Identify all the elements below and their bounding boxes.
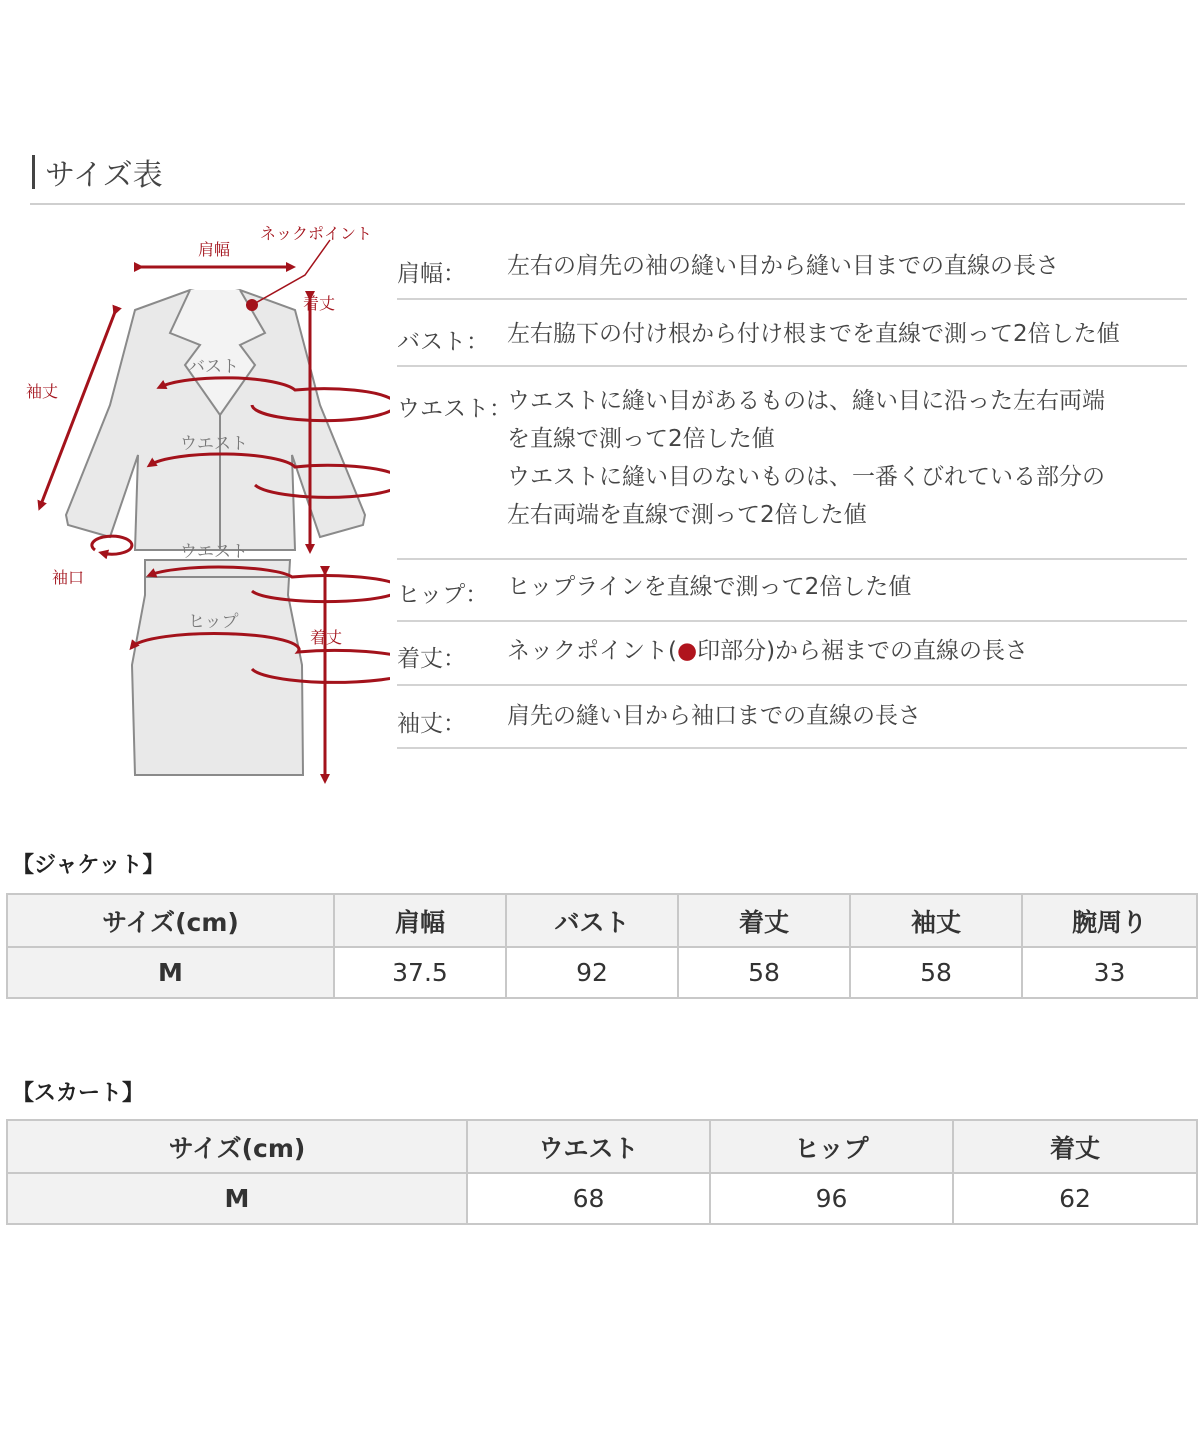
definition-line: ウエストに縫い目があるものは、縫い目に沿った左右両端 xyxy=(507,388,1105,414)
table-header-row xyxy=(7,1120,1197,1173)
table-header-cell: 肩幅 xyxy=(334,894,506,947)
definition-term: ヒップ： xyxy=(397,582,489,608)
table-header-cell: 着丈 xyxy=(678,894,850,947)
divider xyxy=(397,298,1187,300)
table-cell: 58 xyxy=(850,947,1022,998)
jacket-heading: 【ジャケット】 xyxy=(12,853,165,878)
label-hip: ヒップ xyxy=(188,612,239,632)
table-cell: 37.5 xyxy=(334,947,506,998)
table-header-cell: 着丈 xyxy=(953,1120,1197,1173)
divider xyxy=(397,747,1187,749)
table-header-cell: サイズ(cm) xyxy=(7,894,334,947)
definition-text xyxy=(507,382,1105,534)
table-header-cell: サイズ(cm) xyxy=(7,1120,467,1173)
definition-term: バスト： xyxy=(397,329,489,355)
definition-text: 左右脇下の付け根から付け根までを直線で測って2倍した値 xyxy=(507,321,1120,347)
table-cell: 62 xyxy=(953,1173,1197,1224)
definition-term: ウエスト： xyxy=(397,396,512,422)
table-header-cell: ウエスト xyxy=(467,1120,710,1173)
table-header-cell: 腕周り xyxy=(1022,894,1197,947)
label-waist-skirt: ウエスト xyxy=(180,542,248,562)
title-divider xyxy=(30,203,1185,205)
label-jacket-length: 着丈 xyxy=(303,294,336,313)
table-header-cell: バスト xyxy=(506,894,678,947)
label-skirt-length: 着丈 xyxy=(310,628,343,647)
page-title-text: サイズ表 xyxy=(45,158,163,193)
label-neck-point: ネックポイント xyxy=(260,224,373,243)
table-cell-size: M xyxy=(7,947,334,998)
divider xyxy=(397,684,1187,686)
definition-term: 肩幅： xyxy=(397,261,466,287)
definition-text-post: 印部分)から裾までの直線の長さ xyxy=(697,638,1029,664)
label-bust: バスト xyxy=(188,357,239,377)
skirt-heading: 【スカート】 xyxy=(12,1081,145,1106)
table-cell: 68 xyxy=(467,1173,710,1224)
table-cell: 92 xyxy=(506,947,678,998)
jacket-size-table xyxy=(6,893,1198,999)
skirt-shape xyxy=(132,560,303,775)
definition-term: 袖丈： xyxy=(397,711,466,737)
definition-line: ウエストに縫い目のないものは、一番くびれている部分の xyxy=(507,464,1105,490)
table-header-cell: 袖丈 xyxy=(850,894,1022,947)
title-bar xyxy=(32,155,35,189)
table-header-row xyxy=(7,894,1197,947)
definition-text: 左右の肩先の袖の縫い目から縫い目までの直線の長さ xyxy=(507,253,1059,279)
table-cell: 33 xyxy=(1022,947,1197,998)
garment-illustration xyxy=(20,215,390,790)
definition-text-pre: ネックポイント( xyxy=(507,638,677,664)
page-title xyxy=(32,150,163,194)
label-sleeve: 袖丈 xyxy=(26,382,59,401)
divider xyxy=(397,365,1187,367)
cuff-ellipse xyxy=(92,536,132,554)
label-waist-jacket: ウエスト xyxy=(180,434,248,454)
definition-text xyxy=(507,632,1028,670)
table-cell: 58 xyxy=(678,947,850,998)
definition-term: 着丈： xyxy=(397,646,466,672)
divider xyxy=(397,558,1187,560)
neck-point-dot-icon: ● xyxy=(676,638,698,664)
definition-text: ヒップラインを直線で測って2倍した値 xyxy=(507,574,912,600)
label-shoulder: 肩幅 xyxy=(198,240,231,259)
label-cuff: 袖口 xyxy=(52,568,85,587)
definition-text: 肩先の縫い目から袖口までの直線の長さ xyxy=(507,703,921,729)
table-row xyxy=(7,947,1197,998)
table-cell-size: M xyxy=(7,1173,467,1224)
divider xyxy=(397,620,1187,622)
skirt-size-table xyxy=(6,1119,1198,1225)
table-header-cell: ヒップ xyxy=(710,1120,953,1173)
measurement-diagram xyxy=(20,215,390,790)
table-cell: 96 xyxy=(710,1173,953,1224)
table-row xyxy=(7,1173,1197,1224)
definition-line: を直線で測って2倍した値 xyxy=(507,426,775,452)
definition-line: 左右両端を直線で測って2倍した値 xyxy=(507,502,867,528)
